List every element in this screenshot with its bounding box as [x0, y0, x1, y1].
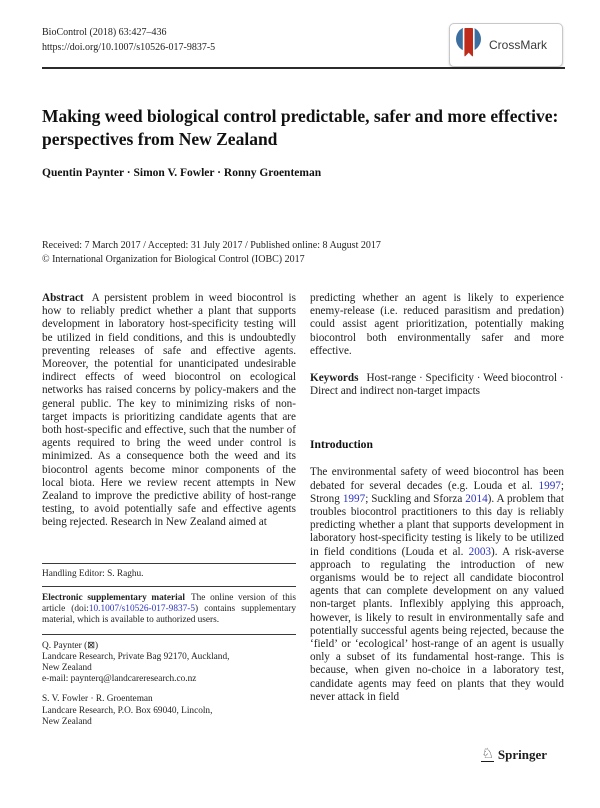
introduction-heading: Introduction: [310, 438, 373, 452]
copyright-line: © International Organization for Biological Control (IOBC) 2017: [42, 253, 305, 265]
springer-horse-icon: ♘: [481, 746, 494, 762]
inline-link[interactable]: 1997: [538, 479, 561, 492]
address-line: New Zealand: [42, 716, 92, 727]
introduction-paragraph: The environmental safety of weed biocontrol has been debated for several decades (e.g. Louda et al. 1997; Strong 1997; Suckling and Sforza 2014). A problem that troubles biocontrol practitioners to this day is reliably predicting whether a plant that supports development in laboratory host-specificity testing is likely to be utilized in field conditions (Louda et al. 2003). A risk-averse approach to regulating the introduction of new organisms would be to reject all candidate biocontrol agents that can complete development on any valued non-target plants. Inflexibly applying this approach, however, is likely to result in environmentally safe and potentially successful agents being rejected, because the ‘field’ or ‘ecological’ host-range of an agent is usually only a subset of its fundamental host-range. This is because, when given no-choice in a laboratory test, candidate agents may feed on plants that they would never attack in field: [310, 466, 564, 703]
inline-link[interactable]: 2003: [468, 545, 492, 558]
address-line: S. V. Fowler · R. Groenteman: [42, 694, 153, 705]
address-line: Landcare Research, P.O. Box 69040, Lincoln,: [42, 705, 213, 716]
journal-citation-line: BioControl (2018) 63:427–436: [42, 27, 167, 38]
inline-link[interactable]: 2014: [465, 492, 488, 505]
abstract-paragraph: Abstract A persistent problem in weed biocontrol is how to reliably predict whether a plant that supports development in laboratory host-specificity testing will be utilized in field conditions, and this is undoubtedly preventing releases of safe and effective agents. Moreover, the potential for unanticipated undesirable indirect effects of weed biocontrol on ecological networks has raised concerns by policy-makers and the general public. The key to minimizing risks of non-target impacts is prioritizing candidate agents that are both host-specific and effective, such that the number of agents required to bring the weed under control is minimized. As a consequence both the weed and its biocontrol agents become minor components of the local biota. Here we review recent attempts in New Zealand to improve the predictive ability of host-range testing, to avoid potentially safe and effective agents being rejected. Research in New Zealand aimed at: [42, 292, 296, 529]
inline-link[interactable]: 10.1007/s10526-017-9837-5: [88, 604, 196, 615]
footnote-divider: [42, 634, 296, 635]
crossmark-icon: [455, 24, 484, 67]
page-title: Making weed biological control predictable, safer and more effective: perspectives from New Zealand: [42, 106, 559, 149]
crossmark-label: CrossMark: [489, 38, 548, 52]
doi-line: https://doi.org/10.1007/s10526-017-9837-5: [42, 41, 216, 53]
handling-editor-note: Handling Editor: S. Raghu.: [42, 568, 144, 579]
corresponding-author-address: [42, 641, 296, 686]
left-column: [42, 292, 296, 728]
abstract-continuation: predicting whether an agent is likely to experience enemy-release (i.e. reduced parasitism and predation) could assist agent prioritization, potentially making biocontrol both environmentally safer and more effective.: [310, 292, 564, 357]
footnote-block: [42, 563, 296, 728]
springer-label: Springer: [497, 747, 547, 762]
supplementary-material-note: Electronic supplementary material The online version of this article (doi:10.1007/s10526-017-9837-5) contains supplementary material, which is available to authorized users.: [42, 592, 296, 626]
coauthor-address: [42, 694, 296, 728]
footnote-divider: [42, 563, 296, 564]
header-divider: [42, 67, 565, 69]
two-column-body: [42, 292, 565, 728]
received-accepted-line: Received: 7 March 2017 / Accepted: 31 July 2017 / Published online: 8 August 2017: [42, 240, 381, 251]
page-header: [42, 26, 565, 60]
address-line: Landcare Research, Private Bag 92170, Auckland,: [42, 651, 230, 662]
authors-line: Quentin Paynter · Simon V. Fowler · Ronny Groenteman: [42, 167, 322, 179]
crossmark-badge[interactable]: [449, 23, 563, 67]
springer-logo: [481, 747, 547, 763]
email-line: e-mail: paynterq@landcareresearch.co.nz: [42, 674, 197, 685]
footnote-divider: [42, 586, 296, 587]
right-column: [310, 292, 564, 728]
keywords-line: Keywords Host-range · Specificity · Weed biocontrol · Direct and indirect non-target impacts: [310, 372, 564, 398]
address-line: Q. Paynter (⊠): [42, 640, 99, 651]
inline-link[interactable]: 1997: [342, 492, 366, 505]
address-line: New Zealand: [42, 662, 92, 673]
